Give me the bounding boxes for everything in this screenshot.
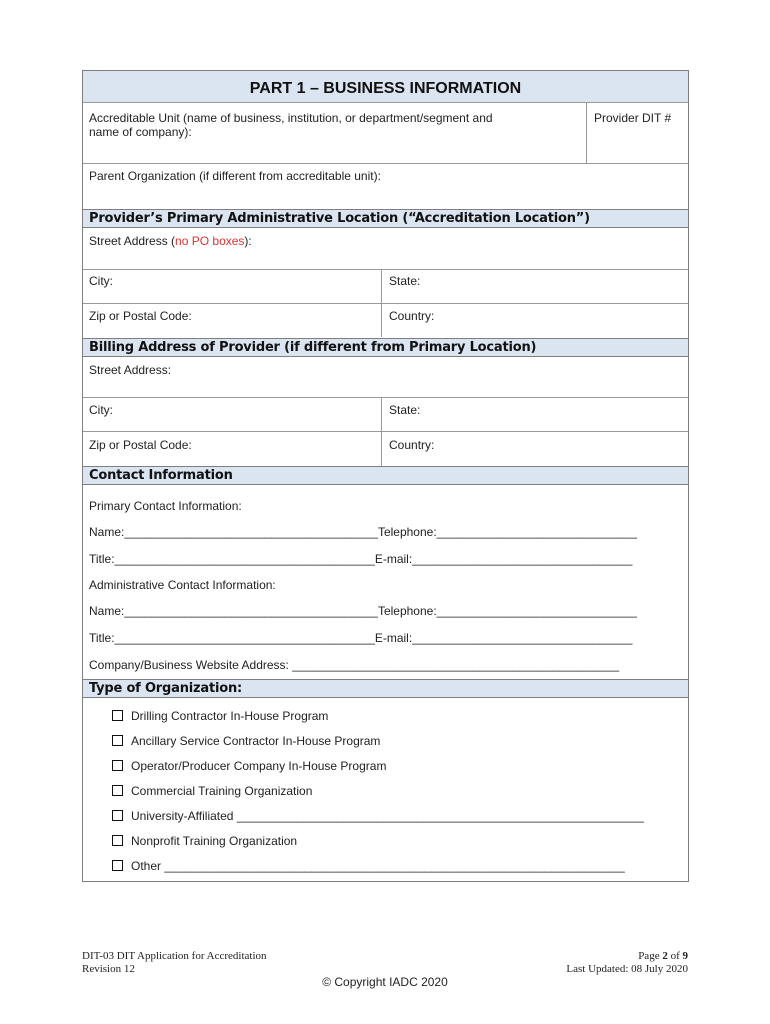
checkbox-icon[interactable] (112, 810, 123, 821)
divider (83, 163, 688, 164)
checkbox-icon[interactable] (112, 860, 123, 871)
billing-state-label: State: (389, 403, 421, 417)
website-address-line: Company/Business Website Address: _________________________________________________ (89, 658, 620, 672)
checkbox-icon[interactable] (112, 785, 123, 796)
divider (586, 103, 587, 163)
primary-zip-label: Zip or Postal Code: (89, 309, 192, 323)
organization-type-option[interactable] (112, 834, 297, 848)
organization-type-option-label: Nonprofit Training Organization (131, 834, 298, 848)
primary-street-label: Street Address (no PO boxes): (89, 234, 252, 248)
divider (83, 431, 688, 432)
organization-type-option[interactable] (112, 859, 625, 873)
billing-street-label: Street Address: (89, 363, 172, 377)
organization-type-option[interactable] (112, 809, 644, 823)
organization-type-option-label: Drilling Contractor In-House Program (131, 709, 329, 723)
footer-last-updated: Last Updated: 08 July 2020 (566, 963, 688, 975)
organization-type-option[interactable] (112, 709, 328, 723)
primary-country-label: Country: (389, 309, 435, 323)
billing-address-heading: Billing Address of Provider (if different from Primary Location) (83, 338, 688, 357)
checkbox-icon[interactable] (112, 760, 123, 771)
accreditable-unit-label: Accreditable Unit (name of business, institution, or department/segment and (89, 111, 493, 125)
primary-state-label: State: (389, 274, 421, 288)
billing-zip-label: Zip or Postal Code: (89, 438, 192, 452)
contact-information-heading: Contact Information (83, 466, 688, 485)
checkbox-icon[interactable] (112, 735, 123, 746)
no-po-boxes-note: no PO boxes (175, 234, 245, 248)
primary-location-heading: Provider’s Primary Administrative Location (“Accreditation Location”) (83, 209, 688, 228)
provider-dit-label: Provider DIT # (594, 111, 672, 125)
organization-type-option[interactable] (112, 784, 312, 798)
checkbox-icon[interactable] (112, 835, 123, 846)
administrative-contact-label: Administrative Contact Information: (89, 578, 276, 592)
billing-country-label: Country: (389, 438, 435, 452)
admin-contact-title-email-line: Title:_______________________________________E-mail:_________________________________ (89, 631, 633, 645)
primary-city-label: City: (89, 274, 113, 288)
checkbox-icon[interactable] (112, 710, 123, 721)
organization-type-option[interactable] (112, 759, 386, 773)
primary-contact-label: Primary Contact Information: (89, 499, 242, 513)
divider (83, 303, 688, 304)
parent-organization-label: Parent Organization (if different from accreditable unit): (89, 169, 381, 183)
primary-contact-name-telephone-line: Name:______________________________________Telephone:______________________________ (89, 525, 637, 539)
divider (83, 269, 688, 270)
footer-document-name: DIT-03 DIT Application for Accreditation (82, 950, 267, 962)
organization-type-heading: Type of Organization: (83, 679, 688, 698)
primary-contact-title-email-line: Title:_______________________________________E-mail:_________________________________ (89, 552, 633, 566)
divider (83, 397, 688, 398)
accreditable-unit-label-cont: name of company): (89, 125, 192, 139)
organization-type-option-label: University-Affiliated _____________________________________________________________ (131, 809, 644, 823)
footer-revision: Revision 12 (82, 963, 135, 975)
business-information-form (82, 70, 689, 882)
form-title: PART 1 – BUSINESS INFORMATION (83, 71, 688, 103)
organization-type-option-label: Other _____________________________________________________________________ (131, 859, 625, 873)
organization-type-option-label: Commercial Training Organization (131, 784, 313, 798)
organization-type-option-label: Operator/Producer Company In-House Program (131, 759, 387, 773)
footer-page-number: Page 2 of 9 (638, 950, 688, 962)
organization-type-option-label: Ancillary Service Contractor In-House Program (131, 734, 381, 748)
admin-contact-name-telephone-line: Name:______________________________________Telephone:______________________________ (89, 604, 637, 618)
billing-city-label: City: (89, 403, 113, 417)
footer-copyright: © Copyright IADC 2020 (322, 975, 448, 989)
organization-type-option[interactable] (112, 734, 380, 748)
